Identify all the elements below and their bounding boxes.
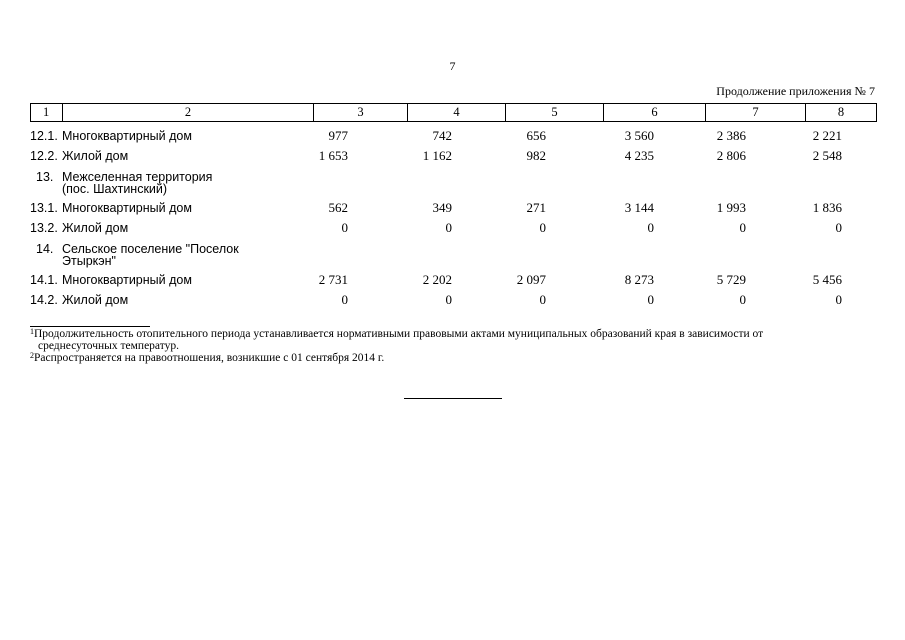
- cell-value: 0: [445, 292, 452, 307]
- cell-value: 2 548: [812, 148, 842, 163]
- table-row: [30, 218, 876, 238]
- cell-value: 2 731: [318, 272, 348, 287]
- continuation-label: Продолжение приложения № 7: [716, 84, 875, 98]
- cell-value: 0: [539, 292, 546, 307]
- cell-value: 3 144: [624, 200, 654, 215]
- cell-value: 5 456: [812, 272, 842, 287]
- cell-value: 0: [835, 220, 842, 235]
- cell-value: 3 560: [624, 128, 654, 143]
- footnote-separator: [30, 326, 150, 327]
- cell-value: 1 993: [716, 200, 746, 215]
- row-number: 14.1.: [30, 273, 58, 287]
- row-number: 14.2.: [30, 293, 58, 307]
- table-row: [30, 146, 876, 166]
- row-number: 14.: [36, 242, 54, 256]
- footnote-text: среднесуточных температур.: [38, 340, 179, 352]
- row-name: Жилой дом: [62, 221, 129, 235]
- table-row: [30, 126, 876, 146]
- footnote-text: Продолжительность отопительного периода устанавливается нормативными правовыми актами муниципальных образований края в зависимости от: [34, 328, 764, 340]
- row-name: Многоквартирный дом: [62, 273, 192, 287]
- column-number-header: [30, 103, 877, 122]
- row-name: Многоквартирный дом: [62, 129, 192, 143]
- cell-value: 977: [328, 128, 348, 143]
- cell-value: 656: [526, 128, 546, 143]
- cell-value: 349: [432, 200, 452, 215]
- cell-value: 1 653: [318, 148, 348, 163]
- header-cell: 5: [506, 104, 604, 122]
- header-cell: 2: [63, 104, 314, 122]
- cell-value: 2 221: [812, 128, 842, 143]
- row-number: 13.2.: [30, 221, 58, 235]
- cell-value: 2 097: [516, 272, 546, 287]
- cell-value: 271: [526, 200, 546, 215]
- footnote-1: [30, 328, 876, 340]
- footnote-text: Распространяется на правоотношения, возникшие с 01 сентября 2014 г.: [34, 352, 385, 364]
- row-number: 13.1.: [30, 201, 58, 215]
- row-number: 13.: [36, 170, 54, 184]
- cell-value: 0: [739, 292, 746, 307]
- footnotes: [30, 328, 876, 364]
- cell-value: 2 202: [422, 272, 452, 287]
- cell-value: 1 162: [422, 148, 452, 163]
- footnote-mark: 2: [30, 351, 34, 360]
- footnote-2: [30, 352, 876, 364]
- cell-value: 1 836: [812, 200, 842, 215]
- row-name: Межселенная территория (пос. Шахтинский): [62, 170, 213, 196]
- data-rows: [30, 126, 876, 310]
- table-row: [30, 270, 876, 290]
- section-row: [30, 238, 876, 270]
- row-name: Сельское поселение "Поселок Этыркэн": [62, 242, 239, 268]
- row-name: Жилой дом: [62, 149, 129, 163]
- table-row: [30, 290, 876, 310]
- row-number: 12.2.: [30, 149, 58, 163]
- row-name: Жилой дом: [62, 293, 129, 307]
- header-cell: 4: [408, 104, 506, 122]
- header-cell: 1: [31, 104, 63, 122]
- end-of-document-rule: [404, 398, 502, 399]
- table-row: [30, 198, 876, 218]
- row-name: Многоквартирный дом: [62, 201, 192, 215]
- cell-value: 4 235: [624, 148, 654, 163]
- cell-value: 8 273: [624, 272, 654, 287]
- row-number: 12.1.: [30, 129, 58, 143]
- cell-value: 742: [432, 128, 452, 143]
- header-row: [31, 104, 877, 122]
- header-cell: 3: [314, 104, 408, 122]
- cell-value: 2 806: [716, 148, 746, 163]
- cell-value: 2 386: [716, 128, 746, 143]
- cell-value: 0: [341, 220, 348, 235]
- section-row: [30, 166, 876, 198]
- cell-value: 0: [647, 292, 654, 307]
- footnote-1-continued: [30, 340, 876, 352]
- page-number: 7: [449, 59, 456, 73]
- cell-value: 0: [341, 292, 348, 307]
- cell-value: 5 729: [716, 272, 746, 287]
- cell-value: 0: [835, 292, 842, 307]
- cell-value: 0: [445, 220, 452, 235]
- footnote-mark: 1: [30, 327, 34, 336]
- header-cell: 7: [706, 104, 806, 122]
- cell-value: 0: [539, 220, 546, 235]
- cell-value: 0: [739, 220, 746, 235]
- header-cell: 6: [604, 104, 706, 122]
- cell-value: 562: [328, 200, 348, 215]
- cell-value: 0: [647, 220, 654, 235]
- header-cell: 8: [806, 104, 877, 122]
- cell-value: 982: [526, 148, 546, 163]
